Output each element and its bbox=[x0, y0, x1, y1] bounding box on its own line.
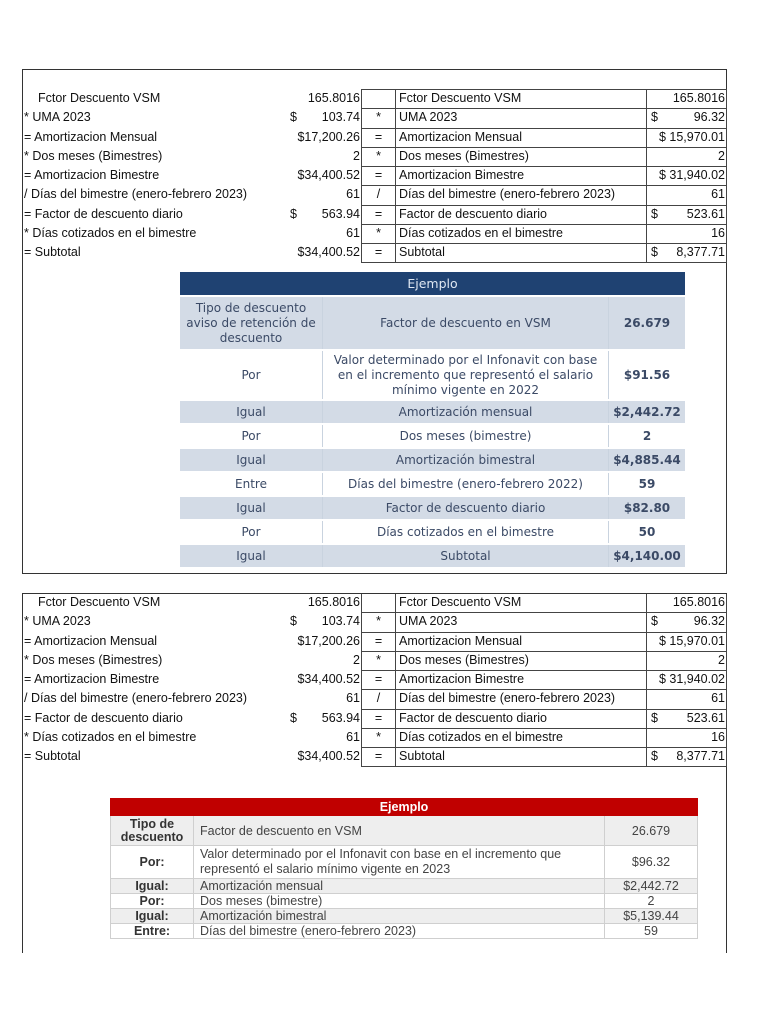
row-concept: Días del bimestre (enero-febrero 2022) bbox=[323, 472, 609, 496]
right-value: $ 523.61 bbox=[646, 709, 727, 728]
row-concept: Factor de descuento en VSM bbox=[194, 816, 605, 846]
right-value: $ 8,377.71 bbox=[646, 243, 727, 262]
operator bbox=[361, 593, 395, 612]
right-value: 165.8016 bbox=[646, 593, 727, 612]
right-label: Subtotal bbox=[395, 243, 646, 262]
operator bbox=[361, 89, 395, 108]
calc-block-top bbox=[22, 89, 727, 263]
row-concept: Amortización mensual bbox=[323, 400, 609, 424]
row-type: Igual bbox=[180, 400, 323, 424]
row-type: Igual bbox=[180, 544, 323, 568]
left-value: 61 bbox=[346, 226, 360, 241]
calc-row bbox=[22, 632, 727, 651]
left-label: = Amortizacion Bimestre bbox=[24, 672, 160, 687]
calc-row bbox=[22, 128, 727, 147]
row-type: Por bbox=[180, 350, 323, 400]
row-type: Igual bbox=[180, 496, 323, 520]
left-value: 2 bbox=[353, 652, 360, 667]
row-type: Entre: bbox=[111, 924, 194, 939]
left-label: * Días cotizados en el bimestre bbox=[24, 730, 197, 745]
row-type: Igual: bbox=[111, 909, 194, 924]
row-type: Entre bbox=[180, 472, 323, 496]
table-row bbox=[180, 520, 685, 544]
calc-row bbox=[22, 166, 727, 185]
table-row bbox=[180, 400, 685, 424]
right-label: Factor de descuento diario bbox=[395, 709, 646, 728]
table-row bbox=[111, 924, 698, 939]
right-label: Días cotizados en el bimestre bbox=[395, 728, 646, 747]
operator: = bbox=[361, 128, 395, 147]
right-value: 61 bbox=[646, 185, 727, 204]
right-value: $ 96.32 bbox=[646, 612, 727, 631]
right-value: $ 15,970.01 bbox=[646, 128, 727, 147]
row-concept: Amortización bimestral bbox=[323, 448, 609, 472]
row-type: Por bbox=[180, 520, 323, 544]
operator: = bbox=[361, 632, 395, 651]
left-label: Fctor Descuento VSM bbox=[38, 91, 161, 105]
right-label: Dos meses (Bimestres) bbox=[395, 651, 646, 670]
row-concept: Dos meses (bimestre) bbox=[323, 424, 609, 448]
row-type: Por: bbox=[111, 846, 194, 879]
table-row bbox=[111, 879, 698, 894]
left-label: * UMA 2023 bbox=[24, 614, 91, 629]
left-label: = Subtotal bbox=[24, 749, 81, 764]
table-row bbox=[180, 544, 685, 568]
row-type: Tipo de descuento bbox=[111, 816, 194, 846]
calc-row bbox=[22, 747, 727, 766]
operator: = bbox=[361, 709, 395, 728]
left-label: Fctor Descuento VSM bbox=[38, 595, 161, 609]
calc-row bbox=[22, 89, 727, 108]
left-value: $17,200.26 bbox=[297, 129, 360, 144]
calc-row bbox=[22, 612, 727, 631]
left-value: $ 103.74 bbox=[290, 110, 360, 125]
right-value: $ 31,940.02 bbox=[646, 166, 727, 185]
table-row bbox=[180, 424, 685, 448]
right-label: Subtotal bbox=[395, 747, 646, 766]
left-label: = Factor de descuento diario bbox=[24, 206, 183, 221]
row-value: 50 bbox=[609, 520, 686, 544]
table-row bbox=[111, 846, 698, 879]
right-value: $ 15,970.01 bbox=[646, 632, 727, 651]
row-type: Por bbox=[180, 424, 323, 448]
calc-row bbox=[22, 689, 727, 708]
right-value: 16 bbox=[646, 728, 727, 747]
right-label: Factor de descuento diario bbox=[395, 205, 646, 224]
table-row bbox=[180, 448, 685, 472]
row-concept: Factor de descuento diario bbox=[323, 496, 609, 520]
operator: * bbox=[361, 651, 395, 670]
operator: * bbox=[361, 728, 395, 747]
row-value: 2 bbox=[605, 894, 698, 909]
row-concept: Días del bimestre (enero-febrero 2023) bbox=[194, 924, 605, 939]
left-value: $ 563.94 bbox=[290, 710, 360, 725]
row-value: $91.56 bbox=[609, 350, 686, 400]
left-value: 61 bbox=[346, 187, 360, 202]
operator: = bbox=[361, 670, 395, 689]
right-label: Fctor Descuento VSM bbox=[395, 89, 646, 108]
right-label: Amortizacion Mensual bbox=[395, 128, 646, 147]
calc-row bbox=[22, 651, 727, 670]
right-label: Amortizacion Bimestre bbox=[395, 166, 646, 185]
row-value: 26.679 bbox=[609, 296, 686, 350]
left-value: 61 bbox=[346, 730, 360, 745]
row-value: $96.32 bbox=[605, 846, 698, 879]
right-value: 16 bbox=[646, 224, 727, 243]
right-label: Días del bimestre (enero-febrero 2023) bbox=[395, 689, 646, 708]
table-title: Ejemplo bbox=[111, 799, 698, 816]
left-value: $ 563.94 bbox=[290, 206, 360, 221]
operator: = bbox=[361, 243, 395, 262]
operator: / bbox=[361, 185, 395, 204]
left-label: = Amortizacion Mensual bbox=[24, 633, 158, 648]
calc-row bbox=[22, 728, 727, 747]
calc-row bbox=[22, 224, 727, 243]
row-value: $82.80 bbox=[609, 496, 686, 520]
row-concept: Amortización mensual bbox=[194, 879, 605, 894]
right-value: 165.8016 bbox=[646, 89, 727, 108]
right-value: 2 bbox=[646, 147, 727, 166]
operator: = bbox=[361, 205, 395, 224]
calc-row bbox=[22, 185, 727, 204]
row-value: 26.679 bbox=[605, 816, 698, 846]
row-type: Igual bbox=[180, 448, 323, 472]
right-value: $ 31,940.02 bbox=[646, 670, 727, 689]
right-label: Amortizacion Bimestre bbox=[395, 670, 646, 689]
left-value: $34,400.52 bbox=[297, 168, 360, 183]
left-label: = Amortizacion Bimestre bbox=[24, 168, 160, 183]
row-value: 2 bbox=[609, 424, 686, 448]
row-value: $2,442.72 bbox=[605, 879, 698, 894]
operator: / bbox=[361, 689, 395, 708]
row-value: $4,885.44 bbox=[609, 448, 686, 472]
calc-row bbox=[22, 243, 727, 262]
left-value: $34,400.52 bbox=[297, 245, 360, 260]
left-label: * UMA 2023 bbox=[24, 110, 91, 125]
left-value: $ 103.74 bbox=[290, 614, 360, 629]
row-type: Tipo de descuento aviso de retención de descuento bbox=[180, 296, 323, 350]
right-label: Fctor Descuento VSM bbox=[395, 593, 646, 612]
table-row bbox=[111, 894, 698, 909]
right-value: $ 523.61 bbox=[646, 205, 727, 224]
right-label: Amortizacion Mensual bbox=[395, 632, 646, 651]
table-row bbox=[180, 296, 685, 350]
calc-row bbox=[22, 709, 727, 728]
operator: = bbox=[361, 747, 395, 766]
row-concept: Factor de descuento en VSM bbox=[323, 296, 609, 350]
calc-row bbox=[22, 593, 727, 612]
row-value: 59 bbox=[605, 924, 698, 939]
left-value: 165.8016 bbox=[307, 595, 360, 609]
row-concept: Dos meses (bimestre) bbox=[194, 894, 605, 909]
table-row bbox=[180, 350, 685, 400]
table-row bbox=[111, 816, 698, 846]
row-value: $4,140.00 bbox=[609, 544, 686, 568]
operator: * bbox=[361, 224, 395, 243]
right-label: UMA 2023 bbox=[395, 612, 646, 631]
table-row bbox=[111, 909, 698, 924]
right-label: Días cotizados en el bimestre bbox=[395, 224, 646, 243]
left-label: = Amortizacion Mensual bbox=[24, 129, 158, 144]
row-value: $2,442.72 bbox=[609, 400, 686, 424]
left-label: = Subtotal bbox=[24, 245, 81, 260]
calc-row bbox=[22, 108, 727, 127]
left-label: * Dos meses (Bimestres) bbox=[24, 148, 163, 163]
row-concept: Valor determinado por el Infonavit con base en el incremento que representó el salario mínimo vigente en 2022 bbox=[323, 350, 609, 400]
right-label: Dos meses (Bimestres) bbox=[395, 147, 646, 166]
example-table-blue bbox=[180, 272, 685, 569]
calc-row bbox=[22, 205, 727, 224]
calc-block-bottom bbox=[22, 593, 727, 767]
operator: = bbox=[361, 166, 395, 185]
row-value: $5,139.44 bbox=[605, 909, 698, 924]
right-value: $ 8,377.71 bbox=[646, 747, 727, 766]
calc-row bbox=[22, 670, 727, 689]
operator: * bbox=[361, 612, 395, 631]
right-value: $ 96.32 bbox=[646, 108, 727, 127]
right-value: 61 bbox=[646, 689, 727, 708]
row-value: 59 bbox=[609, 472, 686, 496]
row-concept: Valor determinado por el Infonavit con base en el incremento que representó el salario mínimo vigente en 2023 bbox=[194, 846, 605, 879]
left-value: $34,400.52 bbox=[297, 672, 360, 687]
right-label: UMA 2023 bbox=[395, 108, 646, 127]
row-type: Por: bbox=[111, 894, 194, 909]
left-value: $17,200.26 bbox=[297, 633, 360, 648]
left-value: $34,400.52 bbox=[297, 749, 360, 764]
operator: * bbox=[361, 147, 395, 166]
calc-row bbox=[22, 147, 727, 166]
left-label: * Días cotizados en el bimestre bbox=[24, 226, 197, 241]
right-label: Días del bimestre (enero-febrero 2023) bbox=[395, 185, 646, 204]
row-type: Igual: bbox=[111, 879, 194, 894]
left-label: * Dos meses (Bimestres) bbox=[24, 652, 163, 667]
operator: * bbox=[361, 108, 395, 127]
left-label: / Días del bimestre (enero-febrero 2023) bbox=[24, 691, 248, 706]
left-value: 2 bbox=[353, 148, 360, 163]
left-label: = Factor de descuento diario bbox=[24, 710, 183, 725]
left-value: 61 bbox=[346, 691, 360, 706]
example-table-red bbox=[110, 798, 698, 939]
row-concept: Días cotizados en el bimestre bbox=[323, 520, 609, 544]
table-title: Ejemplo bbox=[180, 272, 685, 296]
right-value: 2 bbox=[646, 651, 727, 670]
left-value: 165.8016 bbox=[307, 91, 360, 105]
row-concept: Subtotal bbox=[323, 544, 609, 568]
row-concept: Amortización bimestral bbox=[194, 909, 605, 924]
table-row bbox=[180, 472, 685, 496]
left-label: / Días del bimestre (enero-febrero 2023) bbox=[24, 187, 248, 202]
table-row bbox=[180, 496, 685, 520]
